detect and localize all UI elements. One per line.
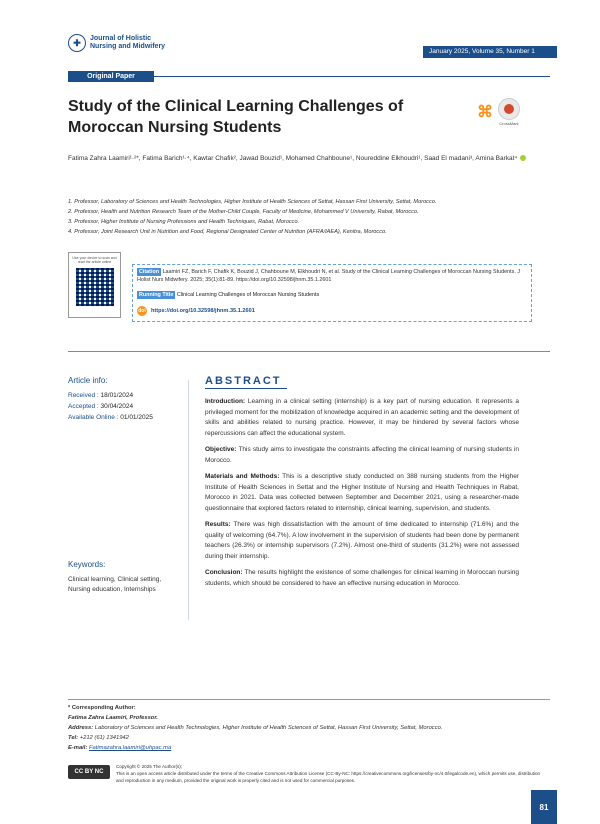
article-type-badge: Original Paper — [68, 71, 154, 82]
citation-text: Laamiri FZ, Barich F, Chafik K, Bouzid J, Chahboune M, Elkhoudri N, et al. Study of the Clinical Learning Challenges of Moroccan Nursing Students. J Holist Nurs Midwifery. 2025; 35(1):81-89. https://doi.org/10.32598/jhnm.35.1.2601 — [137, 269, 521, 283]
tel-text: +212 (61) 1341942 — [79, 735, 129, 741]
author-names: Fatima Zahra Laamiri¹·²*, Fatima Barich¹·⁴, Kawtar Chafik², Jawad Bouzid¹, Mohamed Chahboune¹, Noureddine Elkhoudri¹, Saad El madani³, Amina Barkat⁴ — [68, 155, 518, 162]
received-row — [68, 390, 153, 401]
citation-label: Citation — [139, 269, 160, 275]
corresponding-heading: * Corresponding Author: — [68, 705, 136, 711]
corresponding-email — [68, 743, 550, 753]
intro-label: Introduction: — [205, 398, 246, 405]
abstract-rule — [205, 388, 287, 389]
crossmark-icon — [498, 98, 520, 120]
corresponding-tel — [68, 733, 550, 743]
qr-caption: Use your device to scan and read the article online — [72, 256, 117, 264]
affiliations — [68, 197, 550, 237]
qr-code-box[interactable] — [68, 252, 121, 318]
running-title-label: Running Title — [139, 292, 174, 298]
abstract-objective — [205, 445, 519, 466]
address-label: Address: — [68, 725, 94, 731]
methods-label: Materials and Methods: — [205, 473, 280, 480]
title-icons — [478, 98, 520, 126]
journal-logo[interactable] — [68, 34, 165, 52]
article-info-heading: Article info: — [68, 376, 108, 385]
section-divider — [68, 351, 550, 352]
license-text — [116, 763, 546, 784]
methods-text: This is a descriptive study conducted on 388 nursing students from the Higher Institute of Health Sciences in Settat and the Higher Institute of Nursing and Health Techniques in Rabat, Morocco in 2021. Data was collected between September and December 2021, using a researcher-made questionnaire that explored factors related to internship, clinical learning, supervision, and students. — [205, 473, 519, 512]
abstract-body — [205, 397, 519, 595]
accepted-label: Accepted : — [68, 403, 99, 410]
online-label: Available Online : — [68, 414, 119, 421]
address-text: Laboratory of Sciences and Health Technologies, Higher Institute of Health Sciences of Settat, Hassan First University, Settat, Morocco. — [94, 725, 443, 731]
abstract-heading: ABSTRACT — [205, 375, 282, 387]
doi-icon: doi — [138, 308, 146, 314]
running-title — [137, 291, 319, 299]
column-separator — [188, 380, 189, 620]
abstract-conclusion — [205, 568, 519, 589]
orcid-icon[interactable] — [520, 155, 526, 161]
cc-license-icon[interactable]: CC BY NC — [68, 765, 110, 779]
citation-box — [132, 264, 532, 322]
journal-name — [90, 35, 165, 51]
article-title: Study of the Clinical Learning Challenges of Moroccan Nursing Students — [68, 98, 404, 136]
objective-label: Objective: — [205, 446, 237, 453]
email-link[interactable]: Fatimazahra.laamiri@uhpac.ma — [88, 745, 172, 751]
author-list — [68, 154, 550, 164]
affiliation-3: 3. Professor, Higher Institute of Nursing Professions and Health Techniques, Rabat, Morocco. — [68, 219, 300, 225]
license-body: This is an open access article distributed under the terms of the Creative Commons Attribution License (CC-By-NC: https://creativecommons.org/licenses/by-nc/4.0/legalcode.en), which permits use, distribution and reproduction in any medium, provided the original work is properly cited and is not used for commercial purposes. — [116, 771, 541, 783]
affiliation-1: 1. Professor, Laboratory of Sciences and Health Technologies, Higher Institute of Health Sciences of Settat, Hassan First University, Settat, Morocco. — [68, 199, 437, 205]
open-access-icon[interactable]: ⌘ — [477, 104, 493, 121]
intro-text: Learning in a clinical setting (internship) is a key part of nursing education. It represents a privileged moment for the mobilization of knowledge acquired in an academic setting and the development of skills and abilities related to nursing practice. However, it may be hindered by several factors whose repercussions can affect the educational system. — [205, 398, 519, 437]
abstract-results — [205, 520, 519, 562]
doi-link[interactable] — [137, 306, 255, 316]
accepted-row — [68, 401, 153, 412]
affiliation-4: 4. Professor, Joint Research Unit in Nutrition and Food, Regional Designated Center of Nutrition (AFRA/IAEA), Kenitra, Morocco. — [68, 229, 387, 235]
abstract-methods — [205, 472, 519, 514]
objective-text: This study aims to investigate the constraints affecting the clinical learning of nursing students in Morocco. — [205, 446, 519, 464]
affiliation-2: 2. Professor, Health and Nutrition Research Team of the Mother-Child Couple, Faculty of Medicine, Mohammed V University, Rabat, Morocco. — [68, 209, 419, 215]
results-text: There was high dissatisfaction with the amount of time dedicated to internship (71.6%) and the quality of welcoming (64.7%). A low involvement in the supervision of students had been done by permanent teachers (26.3%) or internship supervisors (7.2%). Almost one-third of students (31.2%) were not assessed during their internship. — [205, 521, 519, 560]
abstract-introduction — [205, 397, 519, 439]
conclusion-text: The results highlight the existence of some challenges for clinical learning in Moroccan nursing students, which should be considered to have an effective nursing education in Morocco. — [205, 569, 519, 587]
article-info — [68, 390, 153, 423]
keywords-text: Clinical learning, Clinical setting, Nursing education, Internships — [68, 576, 162, 593]
keywords-heading: Keywords: — [68, 560, 106, 569]
footer-rule — [68, 699, 550, 700]
received-label: Received : — [68, 392, 99, 399]
corresponding-author — [68, 703, 550, 753]
citation — [137, 268, 527, 284]
email-label: E-mail: — [68, 745, 88, 751]
crossmark-badge[interactable] — [498, 98, 520, 126]
received-date: 18/01/2024 — [100, 392, 134, 399]
journal-name-line2: Nursing and Midwifery — [90, 43, 166, 50]
crossmark-label: CrossMark — [499, 121, 519, 126]
qr-code-icon — [76, 268, 114, 306]
journal-name-line1: Journal of Holistic — [90, 35, 152, 42]
doi-text[interactable]: https://doi.org/10.32598/jhnm.35.1.2601 — [151, 308, 255, 314]
journal-emblem-icon: ✚ — [68, 34, 86, 52]
online-date: 01/01/2025 — [120, 414, 153, 421]
copyright-line: Copyright © 2025 The Author(s); — [116, 764, 183, 769]
online-row — [68, 412, 153, 423]
page-number: 81 — [531, 790, 557, 824]
running-title-text: Clinical Learning Challenges of Moroccan Nursing Students — [176, 292, 320, 298]
header-rule — [154, 76, 550, 77]
tel-label: Tel: — [68, 735, 79, 741]
results-label: Results: — [205, 521, 231, 528]
issue-banner: January 2025, Volume 35, Number 1 — [423, 46, 557, 58]
accepted-date: 30/04/2024 — [100, 403, 134, 410]
conclusion-label: Conclusion: — [205, 569, 243, 576]
corresponding-address — [68, 723, 550, 733]
corresponding-name: Fatima Zahra Laamiri, Professor. — [68, 715, 158, 721]
